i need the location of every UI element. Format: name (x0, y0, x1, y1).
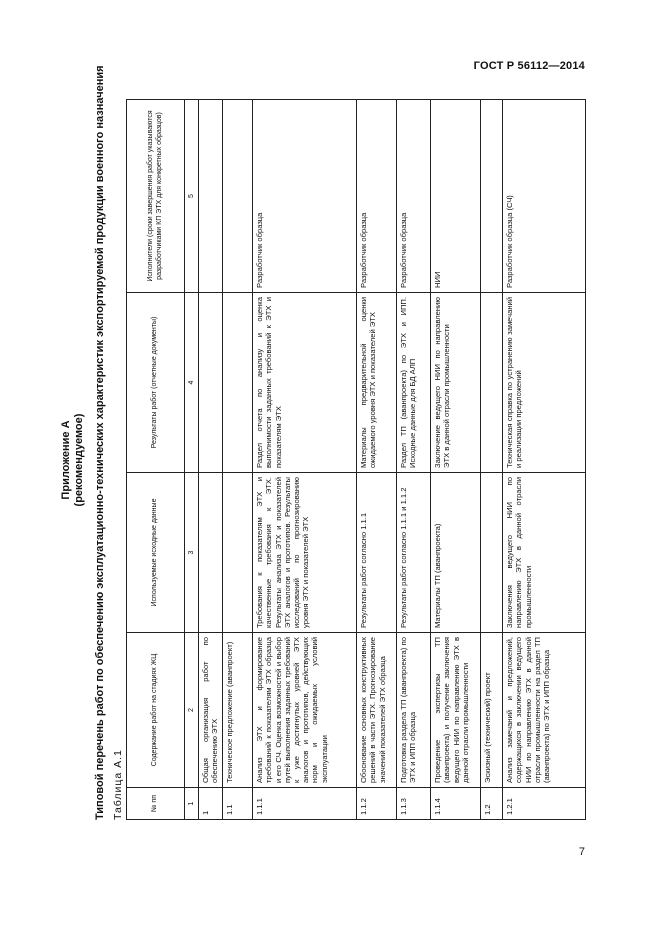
column-number: 4 (185, 293, 199, 473)
row-results (199, 293, 223, 473)
row-results: Раздел ТП (аванпроекта) по ЭТХ и ИПП. Исходные данные для БД АЛП (397, 293, 431, 473)
row-num: 1.1.3 (397, 788, 431, 820)
row-results: Техническая справка по устранению замечаний и реализации предложений (503, 293, 586, 473)
table-row (253, 100, 357, 820)
column-number: 1 (185, 788, 199, 820)
row-num: 1.1.2 (357, 788, 397, 820)
row-num: 1.2.1 (503, 788, 586, 820)
row-input: Материалы ТП (аванпроекта) (431, 473, 481, 633)
row-num: 1.1 (223, 788, 253, 820)
row-results: Заключение ведущего НИИ по направлению ЭТХ в данной отрасли промышленности (431, 293, 481, 473)
row-input: Результаты работ согласно 1.1.1 и 1.1.2 (397, 473, 431, 633)
header-num: № пп (127, 788, 185, 820)
appendix-main-title: Типовой перечень работ по обеспечению эксплуатационно-технических характеристик экспортируемой продукции военного назначения (94, 65, 106, 820)
appendix-title: Приложение А (60, 420, 72, 500)
row-input (223, 473, 253, 633)
row-executor (481, 100, 503, 293)
table-row (397, 100, 431, 820)
header-executors: Исполнители (сроки завершения работ указываются разработчиками КП ЭТХ для конкретных образцов) (127, 100, 185, 293)
works-table (126, 99, 586, 820)
table-row (431, 100, 481, 820)
column-number: 5 (185, 100, 199, 293)
row-num: 1 (199, 788, 223, 820)
row-executor (223, 100, 253, 293)
row-executor: Разработчик образца (397, 100, 431, 293)
row-executor: Разработчик образца (253, 100, 357, 293)
row-num: 1.2 (481, 788, 503, 820)
table-header-row (127, 100, 185, 820)
row-results (481, 293, 503, 473)
row-content: Подготовка раздела ТП (аванпроекта) по ЭТХ и ИПП образца (397, 633, 431, 788)
page-number: 7 (578, 846, 585, 858)
table-row (503, 100, 586, 820)
column-number: 2 (185, 633, 199, 788)
row-num: 1.1.4 (431, 788, 481, 820)
header-content: Содержание работ на стадиях ЖЦ (127, 633, 185, 788)
header-results: Результаты работ (отчетные документы) (127, 293, 185, 473)
row-content: Общая организация работ по обеспечению ЭТХ (199, 633, 223, 788)
table-label: Таблица А.1 (112, 749, 124, 820)
table-row (199, 100, 223, 820)
row-num: 1.1.1 (253, 788, 357, 820)
row-executor: НИИ (431, 100, 481, 293)
row-executor: Разработчик образца (357, 100, 397, 293)
row-input: Требования к показателям ЭТХ и качественные требования к ЭТХ. Результаты анализа ЭТХ и показателей ЭТХ аналогов и прототипов. Результаты исследований по прогнозированию уровня ЭТХ и показателей ЭТХ (253, 473, 357, 633)
row-content: Обоснование основных конструктивных решений в части ЭТХ. Прогнозирование значений показателей ЭТХ образца (357, 633, 397, 788)
column-number-row (185, 100, 199, 820)
column-number: 3 (185, 473, 199, 633)
row-content: Эскизный (технический) проект (481, 633, 503, 788)
row-content: Проведение экспертизы ТП (аванпроекта) и получение заключения ведущего НИИ по направлению ЭТХ в данной отрасли промышленности (431, 633, 481, 788)
row-input (481, 473, 503, 633)
row-results (223, 293, 253, 473)
row-content: Анализ замечаний и предложений, содержащихся в заключении ведущего НИИ по направлению ЭТХ в данной отрасли промышленности на раздел ТП (аванпроекта) по ЭТХ и ИПП образца (503, 633, 586, 788)
row-input (199, 473, 223, 633)
row-content: Анализ ЭТХ и формирование требований к показателям ЭТХ образца и его СЧ. Оценка возможностей и выбор путей выполнения заданных требований к уже достигнутых уровней ЭТХ аналогов и прототипов, действующих норм и ожидаемых условий эксплуатации (253, 633, 357, 788)
row-input: Результаты работ согласно 1.1.1 (357, 473, 397, 633)
row-results: Раздел отчета по анализу и оценка выполнимости заданных требований к ЭТХ и показателям ЭТХ (253, 293, 357, 473)
row-results: Материалы предварительной оценки ожидаемого уровня ЭТХ и показателей ЭТХ (357, 293, 397, 473)
row-executor: Разработчик образца (СЧ) (503, 100, 586, 293)
document-code: ГОСТ Р 56112—2014 (473, 60, 585, 72)
row-input: Заключения ведущего НИИ по направлению ЭТХ в данной отрасли промышленности (503, 473, 586, 633)
table-row (481, 100, 503, 820)
table-row (357, 100, 397, 820)
appendix-subtitle: (рекомендуемое) (73, 413, 85, 507)
row-content: Техническое предложение (аванпроект) (223, 633, 253, 788)
row-executor (199, 100, 223, 293)
header-input: Используемые исходные данные (127, 473, 185, 633)
table-row (223, 100, 253, 820)
